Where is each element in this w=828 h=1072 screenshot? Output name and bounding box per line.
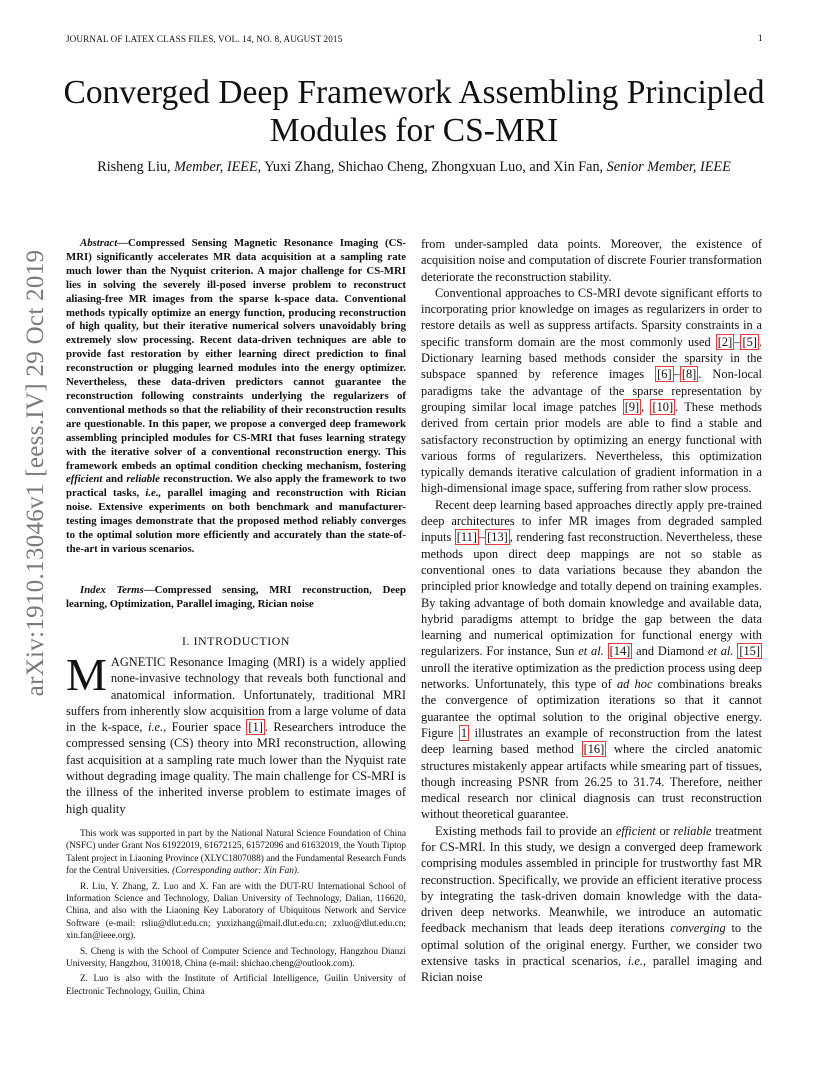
citation-link[interactable]: [6] [657, 367, 672, 382]
et-al: et al. [578, 644, 604, 659]
para-text: . These methods derived from certain prior models are able to find a stable and satisfactory reconstruction by optimizing an energy functional with various forms of regularizers. Nevertheless, this optimization typically demands iterative calculation of gradient information in a high-dimensional image space, suffering from rather slow process. [421, 399, 762, 496]
citation-link[interactable]: [11] [456, 530, 477, 545]
running-head: JOURNAL OF LATEX CLASS FILES, VOL. 14, NO. 8, AUGUST 2015 [66, 34, 343, 44]
footnote-affiliation-1: R. Liu, Y. Zhang, Z. Luo and X. Fan are with the DUT-RU International School of Information Science and Technology, Dalian University of Technology, Dalian, 116620, China, and also with the Liaoning Key Laboratory of Ubiquitous Network and Service Software (e-mail: rsliu@dlut.edu.cn; yuxizhang@mail.dlut.edu.cn; zxluo@dlut.edu.cn; xin.fan@ieee.org). [66, 881, 406, 942]
para-text: treatment for CS-MRI. In this study, we design a converged deep framework comprising modules assembled in principle for trustworthy fast MR reconstruction. Specifically, we provide an efficient iterative process by integrating the task-driven domain knowledge with the data-driven deep networks. Meanwhile, we introduce an automatic feedback mechanism that leads deep iterations [421, 823, 762, 936]
author-line [40, 159, 788, 176]
citation-link[interactable]: [9] [624, 399, 640, 414]
citation-link[interactable]: [1] [248, 720, 263, 735]
abstract-text-2: reconstruction. We also apply the framework to two practical tasks, [66, 473, 407, 500]
dash: – [478, 530, 486, 545]
abstract-reliable: reliable [126, 473, 160, 486]
paragraph-existing [421, 823, 762, 986]
citation-link[interactable]: [16] [583, 742, 605, 757]
figure-link[interactable]: 1 [460, 725, 468, 740]
para-text: unroll the iterative optimization as the prediction process using deep networks. Unfortunately, this type of [421, 660, 762, 692]
intro-text-3: . Researchers introduce the compressed sensing (CS) theory into MRI reconstruction, allowing fast acquisition at a sampling rate much lower than the Nyquist rate without degrading image quality. The main challenge for CS-MRI is the illness of the inherited inverse problem to estimate images of high quality [66, 720, 406, 816]
citation-link[interactable]: [2] [717, 334, 733, 349]
or: or [655, 823, 674, 838]
abstract-efficient: efficient [66, 473, 103, 486]
author-last-role: Senior Member, IEEE [606, 159, 731, 175]
para-text: to the optimal solution of the original energy. Further, we consider two extensive tasks in practical scenarios, [421, 921, 762, 969]
intro-ie: i.e., [147, 720, 167, 735]
paper-title: Converged Deep Framework Assembling Principled Modules for CS-MRI [63, 74, 765, 149]
et-al: et al. [707, 644, 734, 659]
dash: – [734, 334, 741, 349]
drop-cap: M [66, 649, 107, 700]
paragraph-deep-learning [421, 497, 762, 823]
abstract [66, 237, 406, 557]
footnote-affiliation-2: S. Cheng is with the School of Computer Science and Technology, Hangzhou Dianzi University, Hangzhou, 310018, China (e-mail: shichao.cheng@outlook.com). [66, 946, 406, 970]
paragraph-continued: from under-sampled data points. Moreover, the existence of acquisition noise and computation of discrete Fourier transformation deteriorate the reconstruction stability. [421, 237, 762, 284]
abstract-and: and [102, 473, 127, 486]
abstract-text-1: —Compressed Sensing Magnetic Resonance Imaging (CS-MRI) significantly accelerates MR data acquisition at a sampling rate much lower than the Nyquist criterion. A major challenge for CS-MRI lies in solving the severely ill-posed inverse problem to reconstruct aliasing-free MR images from the sparse k-space data. Conventional methods typically optimize an energy function, producing reconstruction of high quality, but their iterative numerical solvers unavoidably bring extremely slow processing. Recent data-driven techniques are able to provide fast restoration by either learning direct prediction to final reconstruction or plugging learned modules into the energy optimizer. Nevertheless, these data-driven predictors cannot guarantee the reconstruction following constraints underlying the regularizers of conventional methods so that the reliability of their reconstruction results are questionable. In this paper, we propose a converged deep framework assembling principled modules for CS-MRI that fuses learning strategy with the iterative solver of a conventional reconstruction energy. This framework embeds an optimal condition checking mechanism, fostering [66, 237, 406, 472]
index-terms-label: Index Terms [80, 584, 144, 596]
efficient: efficient [615, 823, 656, 838]
right-column [421, 236, 762, 986]
author-1-role: Member, IEEE, [174, 159, 262, 175]
abstract-text-3: parallel imaging and reconstruction with Rician noise. Extensive experiments on both benchmark and manufacturer-testing images demonstrate that the proposed method reliably converges to the optimal solution more efficiently and accurately than the state-of-the-art in various scenarios. [66, 487, 406, 555]
converging: converging [670, 921, 726, 936]
index-terms [66, 584, 406, 612]
reliable: reliable [673, 823, 712, 838]
citation-link[interactable]: [13] [487, 530, 508, 545]
para-text: , rendering fast reconstruction. Nevertheless, these methods upon direct deep mappings are not so stable as conventional ones to data variations because they abandon the principled prior knowledge and totally depend on training examples. By taking advantage of both domain knowledge and available data, hybrid paradigms attempt to bridge the gap between the data learning and numerical optimization for functional energy with regularizers. For instance, Sun [421, 530, 763, 659]
para-text: where the circled anatomic structures mistakenly appear artifacts while smearing part of tissues, though increasing PSNR from 26.25 to 31.74. Therefore, neither medical research nor clinical diagnosis can trust reconstruction without theoretical guarantee. [421, 742, 762, 822]
ad-hoc: ad hoc [616, 677, 653, 692]
para-text: Conventional approaches to CS-MRI devote significant efforts to incorporating prior knowledge on images as regularizers in order to restore details as well as suppress artifacts. Sparsity constraints in a specific transform domain are the most commonly used [421, 285, 762, 349]
citation-link[interactable]: [14] [609, 644, 631, 659]
para-text: combinations breaks the convergence of optimization iterations so that it cannot guarantee the optimal solution to the original objective energy. Figure [421, 677, 762, 740]
footnotes [66, 828, 406, 998]
arxiv-stamp-text: arXiv:1910.13046v1 [eess.IV] 29 Oct 2019 [22, 249, 49, 697]
intro-paragraph [66, 649, 406, 817]
citation-link[interactable]: [15] [739, 644, 760, 659]
para-text: parallel imaging and Rician noise [421, 954, 762, 985]
page-number: 1 [758, 34, 763, 44]
abstract-ie: i.e., [145, 487, 162, 500]
index-terms-text: —Compressed sensing, MRI reconstruction, Deep learning, Optimization, Parallel imaging, Rician noise [66, 584, 406, 610]
para-text: . Non-local paradigms take the advantage of the sparse representation by grouping similar local image patches [421, 367, 762, 414]
citation-link[interactable]: [8] [681, 367, 697, 382]
para-text: . Dictionary learning based methods consider the sparsity in the subspace spanned by reference images [421, 334, 762, 382]
footnote-affiliation-3: Z. Luo is also with the Institute of Artificial Intelligence, Guilin University of Electronic Technology, Guilin, China [66, 974, 406, 997]
para-text: Existing methods fail to provide an [435, 823, 616, 838]
intro-text-2: Fourier space [166, 720, 247, 735]
footnote-funding-text: This work was supported in part by the National Natural Science Foundation of China (NSFC) under Grant Nos 61922019, 61672125, 61572096 and 61632019, the Youth Tiptop Talent project in Liaoning Province (XLYC1807088) and the Fundamental Research Funds for the Central Universities. [66, 829, 406, 877]
citation-link[interactable]: [5] [742, 334, 757, 349]
footnote-corresponding: (Corresponding author: Xin Fan). [172, 866, 300, 877]
paragraph-conventional [421, 285, 762, 497]
abstract-label: Abstract [80, 237, 118, 249]
dash: – [673, 367, 680, 382]
para-text: Recent deep learning based approaches directly apply pre-trained deep architectures to infer MR images from degraded sampled inputs [421, 497, 762, 545]
arxiv-stamp [2, 249, 70, 697]
author-1: Risheng Liu, [97, 159, 171, 175]
section-heading: I. INTRODUCTION [182, 634, 290, 648]
comma: , [641, 399, 651, 414]
footnote-funding [66, 828, 406, 878]
para-text: and Diamond [632, 644, 708, 659]
author-rest: Yuxi Zhang, Shichao Cheng, Zhongxuan Luo, and Xin Fan, [264, 159, 604, 175]
para-text: illustrates an example of reconstruction from the latest deep learning based method [421, 725, 762, 757]
ie: i.e., [627, 954, 647, 969]
intro-text-1: AGNETIC Resonance Imaging (MRI) is a widely applied none-invasive technology that reveals both functional and anatomical information. Unfortunately, traditional MRI suffers from inherently slow acquisition from a large volume of data in the k-space, [66, 655, 406, 735]
citation-link[interactable]: [10] [652, 399, 674, 414]
